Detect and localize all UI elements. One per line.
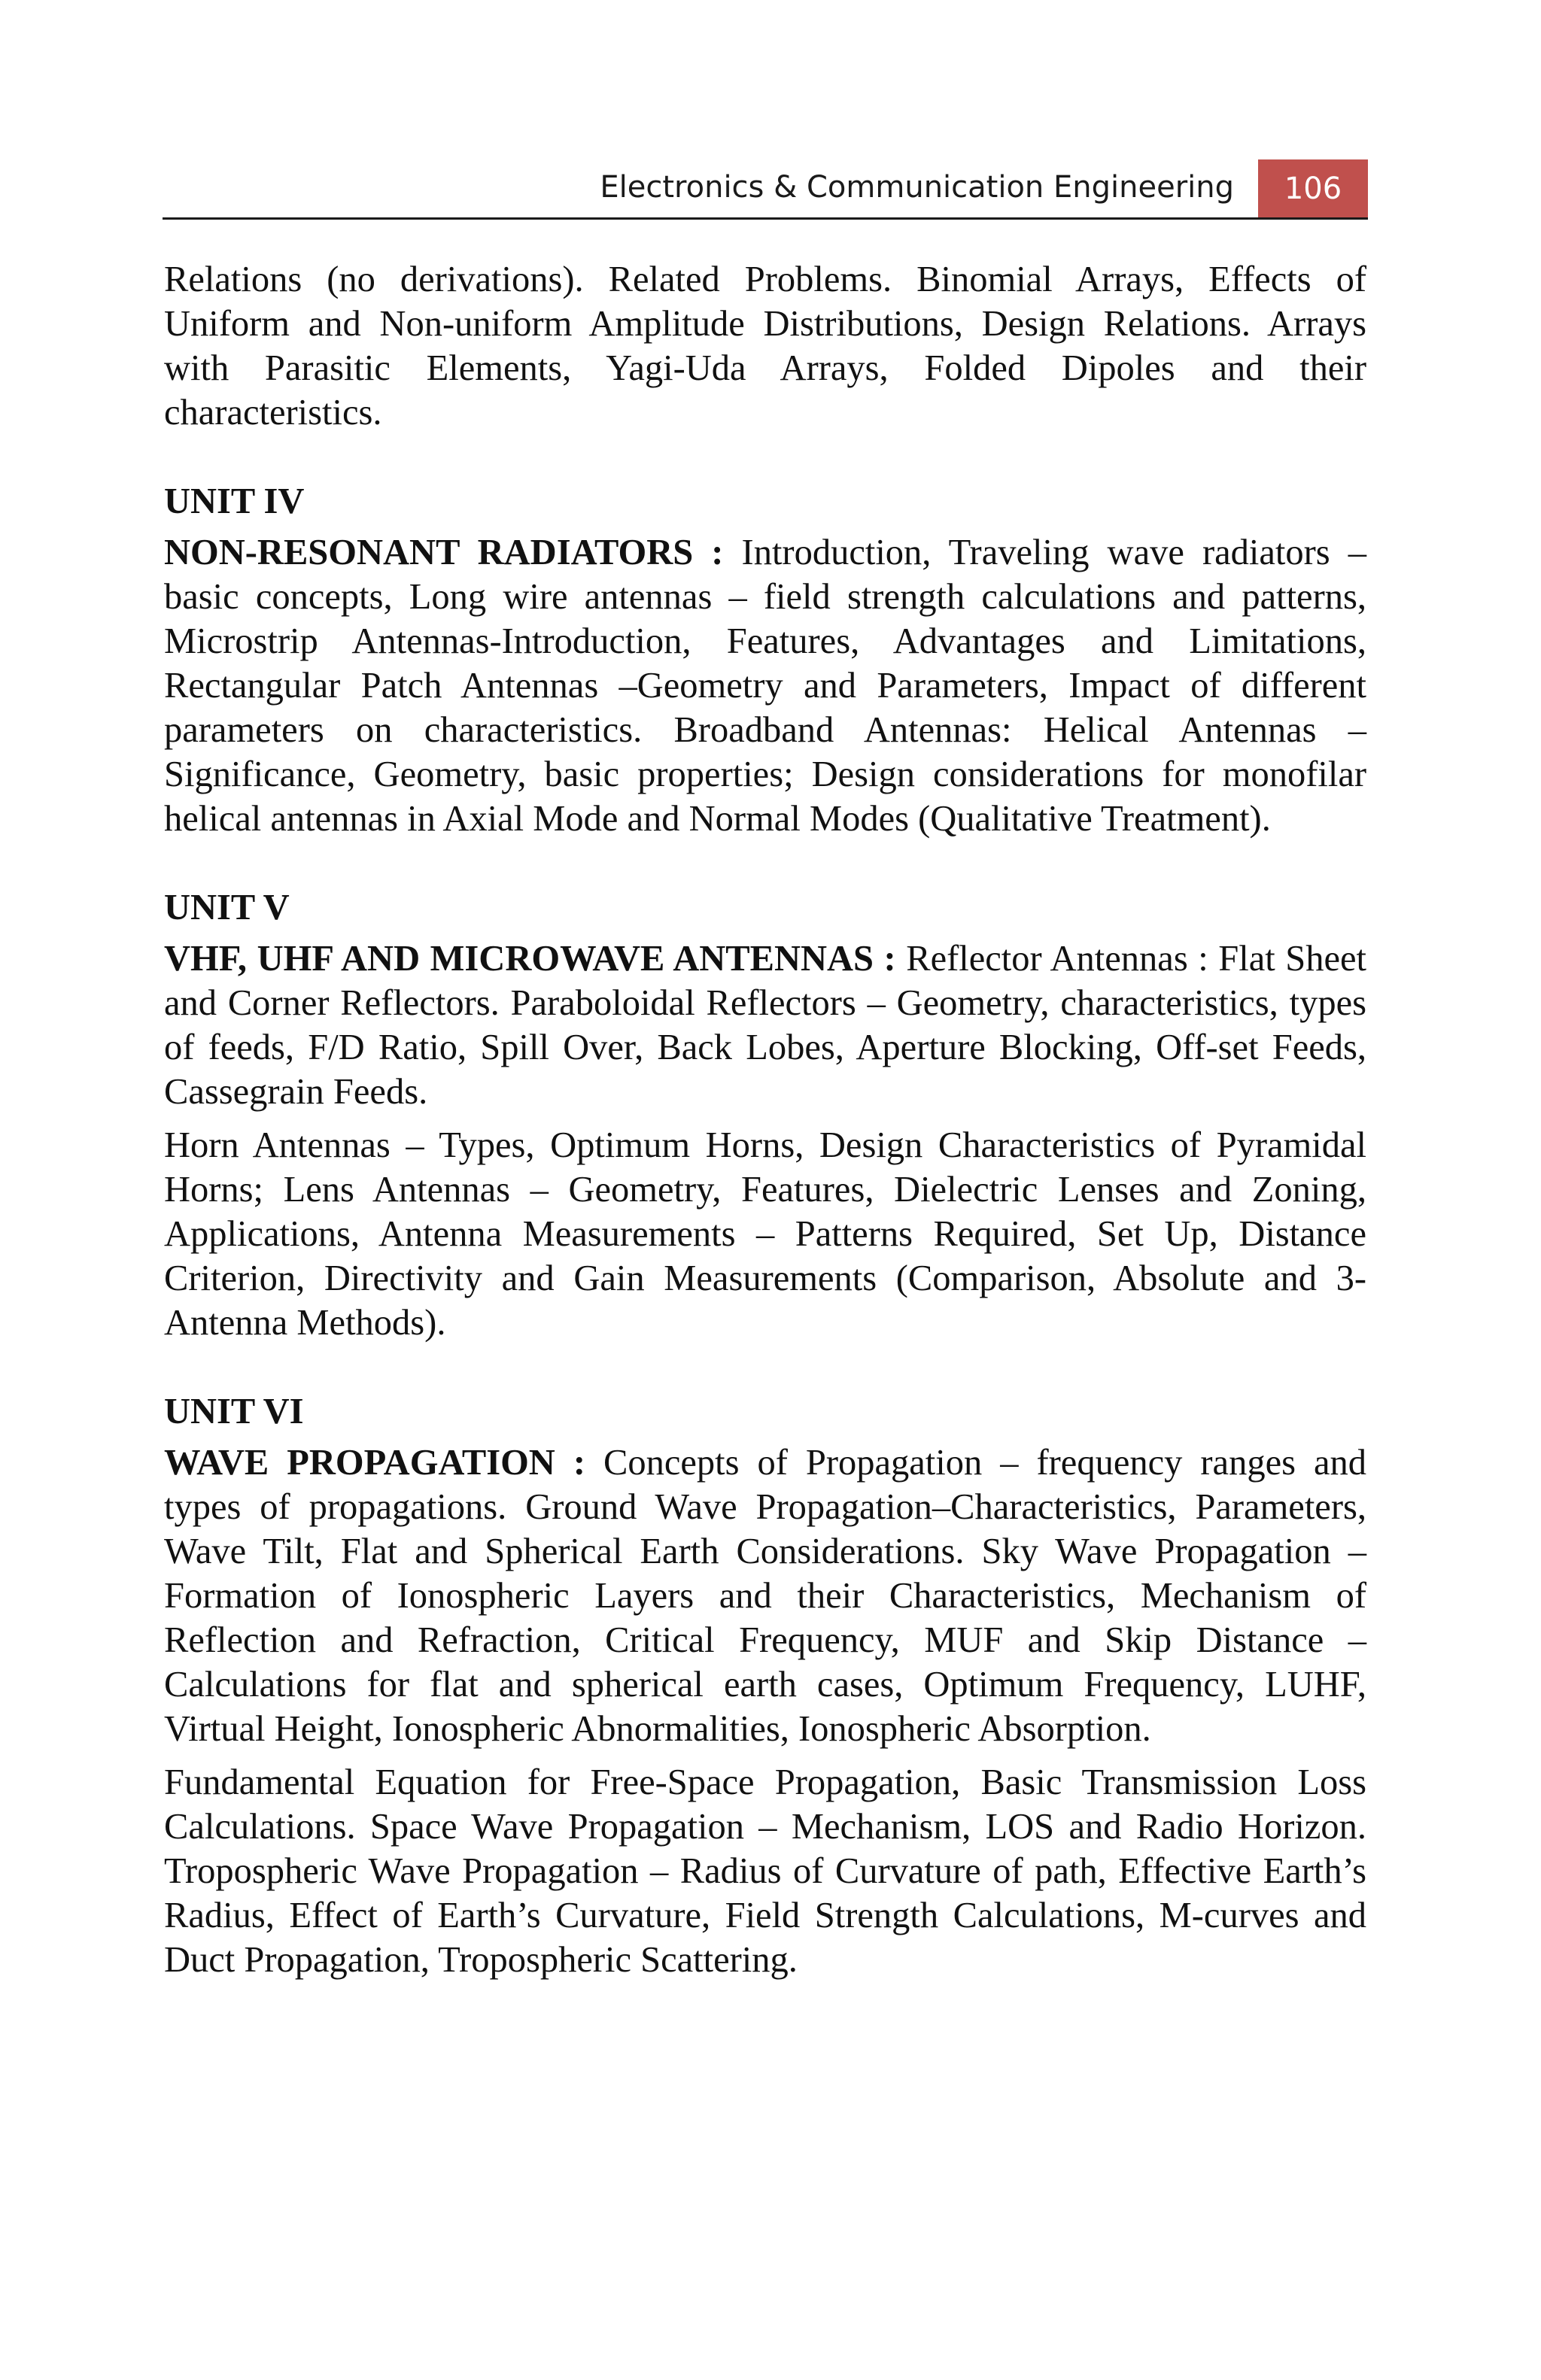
unit-topic: WAVE PROPAGATION :: [164, 1443, 585, 1483]
unit-iv-section: [164, 479, 1366, 841]
intro-paragraph: Relations (no derivations). Related Problems. Binomial Arrays, Effects of Uniform and Non-uniform Amplitude Distributions, Design Relations. Arrays with Parasitic Elements, Yagi-Uda Arrays, Folded Dipoles and their characteristics.: [164, 260, 1366, 433]
header-title: Electronics & Communication Engineering: [600, 170, 1234, 205]
unit-body: [164, 937, 1366, 1114]
unit-extra-paragraph: Horn Antennas – Types, Optimum Horns, Design Characteristics of Pyramidal Horns; Lens Antennas – Geometry, Features, Dielectric Lenses and Zoning, Applications, Antenna Measurements – Patterns Required, Set Up, Distance Criterion, Directivity and Gain Measurements (Comparison, Absolute and 3-Antenna Methods).: [164, 1125, 1366, 1343]
unit-heading: UNIT VI: [164, 1392, 304, 1431]
unit-body-text: Introduction, Traveling wave radiators – basic concepts, Long wire antennas – field strength calculations and patterns, Microstrip Antennas-Introduction, Features, Advantages and Limitations, Rectangular Patch Antennas –Geometry and Parameters, Impact of different parameters on characteristics. Broadband Antennas: Helical Antennas – Significance, Geometry, basic properties; Design considerations for monofilar helical antennas in Axial Mode and Normal Modes (Qualitative Treatment).: [164, 533, 1366, 839]
page-number-badge: 106: [1258, 159, 1368, 218]
unit-body-text: Reflector Antennas : Flat Sheet and Corner Reflectors. Paraboloidal Reflectors – Geometry, characteristics, types of feeds, F/D Ratio, Spill Over, Back Lobes, Aperture Blocking, Off-set Feeds, Cassegrain Feeds.: [164, 939, 1367, 1112]
unit-vi-section: [164, 1389, 1366, 1982]
unit-topic: VHF, UHF AND MICROWAVE ANTENNAS :: [164, 939, 896, 979]
unit-body: [164, 530, 1366, 841]
unit-extra-paragraph: Fundamental Equation for Free-Space Propagation, Basic Transmission Loss Calculations. Space Wave Propagation – Mechanism, LOS and Radio Horizon. Tropospheric Wave Propagation – Radius of Curvature of path, Effective Earth’s Radius, Effect of Earth’s Curvature, Field Strength Calculations, M-curves and Duct Propagation, Tropospheric Scattering.: [164, 1762, 1366, 1980]
unit-body-text: Concepts of Propagation – frequency ranges and types of propagations. Ground Wave Propagation–Characteristics, Parameters, Wave Tilt, Flat and Spherical Earth Considerations. Sky Wave Propagation – Formation of Ionospheric Layers and their Characteristics, Mechanism of Reflection and Refraction, Critical Frequency, MUF and Skip Distance – Calculations for flat and spherical earth cases, Optimum Frequency, LUHF, Virtual Height, Ionospheric Abnormalities, Ionospheric Absorption.: [164, 1443, 1366, 1749]
header-rule: [163, 217, 1368, 220]
page-header: [163, 159, 1368, 220]
unit-v-section: [164, 885, 1366, 1345]
unit-heading: UNIT IV: [164, 481, 305, 521]
unit-heading: UNIT V: [164, 888, 290, 927]
unit-body: [164, 1440, 1366, 1751]
page-content: [164, 257, 1366, 1982]
unit-topic: NON-RESONANT RADIATORS :: [164, 533, 724, 572]
